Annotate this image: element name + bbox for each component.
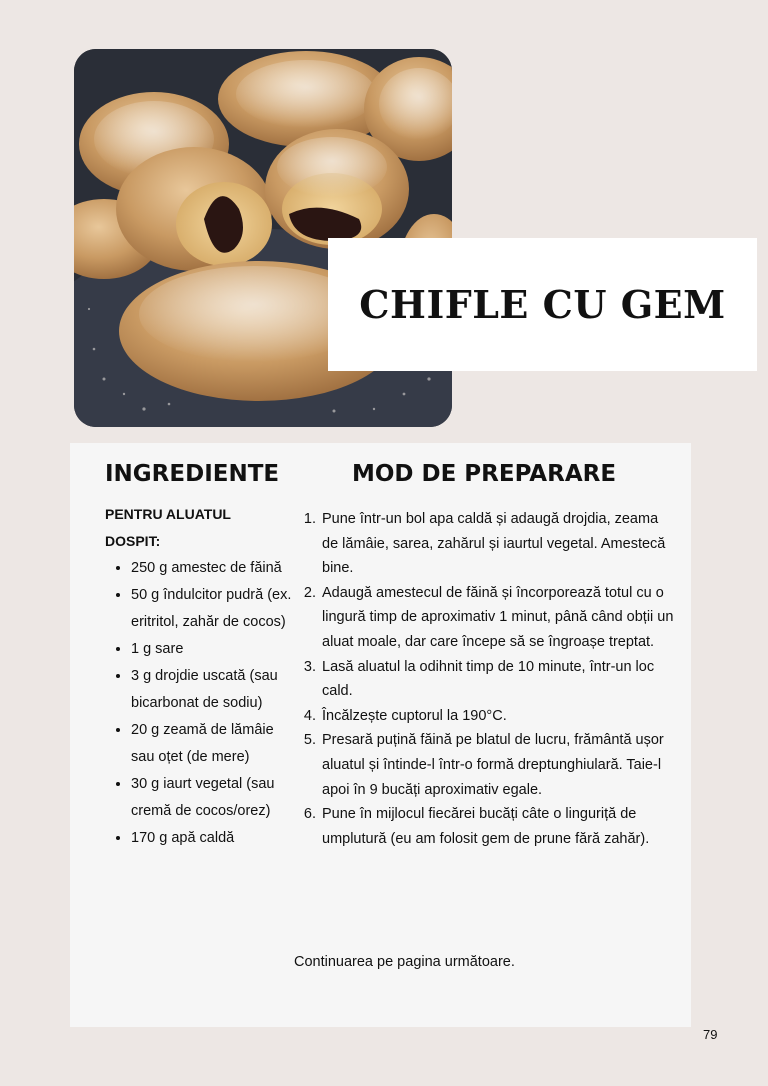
- preparation-steps: [294, 507, 674, 851]
- list-item: • 3 g drojdie uscată (sau bicarbonat de sodiu): [131, 663, 295, 717]
- list-item: • 250 g amestec de făină: [131, 555, 295, 582]
- ingredients-list: [105, 555, 295, 852]
- list-item: • 1 g sare: [131, 636, 295, 663]
- list-item: • 170 g apă caldă: [131, 825, 295, 852]
- ingredients-section: [105, 461, 295, 852]
- step-item: 1. Pune într-un bol apa caldă și adaugă drojdia, zeama de lămâie, sarea, zahărul și iaurtul vegetal. Amestecă bine.: [320, 507, 674, 581]
- step-item: 5. Presară puțină făină pe blatul de lucru, frământă ușor aluatul și întinde-l într-o formă dreptunghiulară. Taie-l apoi în 9 bucăți aproximativ egale.: [320, 728, 674, 802]
- preparation-section: [294, 461, 674, 970]
- list-item: • 50 g îndulcitor pudră (ex. eritritol, zahăr de cocos): [131, 582, 295, 636]
- ingredients-heading: INGREDIENTE: [105, 461, 280, 487]
- title-box: [328, 238, 757, 371]
- step-item: 6. Pune în mijlocul fiecărei bucăți câte o linguriță de umplutură (eu am folosit gem de prune fără zahăr).: [320, 802, 674, 851]
- continuation-note: Continuarea pe pagina următoare.: [294, 954, 515, 970]
- recipe-card: [70, 443, 691, 1027]
- step-item: 2. Adaugă amestecul de făină și încorporează totul cu o lingură timp de aproximativ 1 minut, până când obții un aluat moale, dar care începe să se îngroașe treptat.: [320, 581, 674, 655]
- preparation-heading: MOD DE PREPARARE: [351, 461, 617, 487]
- recipe-title: CHIFLE CU GEM: [359, 282, 726, 327]
- step-item: 4. Încălzește cuptorul la 190°C.: [320, 704, 674, 729]
- list-item: • 20 g zeamă de lămâie sau oțet (de mere): [131, 717, 295, 771]
- ingredients-subheading: PENTRU ALUATUL DOSPIT:: [105, 506, 231, 549]
- step-item: 3. Lasă aluatul la odihnit timp de 10 minute, într-un loc cald.: [320, 655, 674, 704]
- list-item: • 30 g iaurt vegetal (sau cremă de cocos/orez): [131, 771, 295, 825]
- page-number: 79: [703, 1027, 718, 1042]
